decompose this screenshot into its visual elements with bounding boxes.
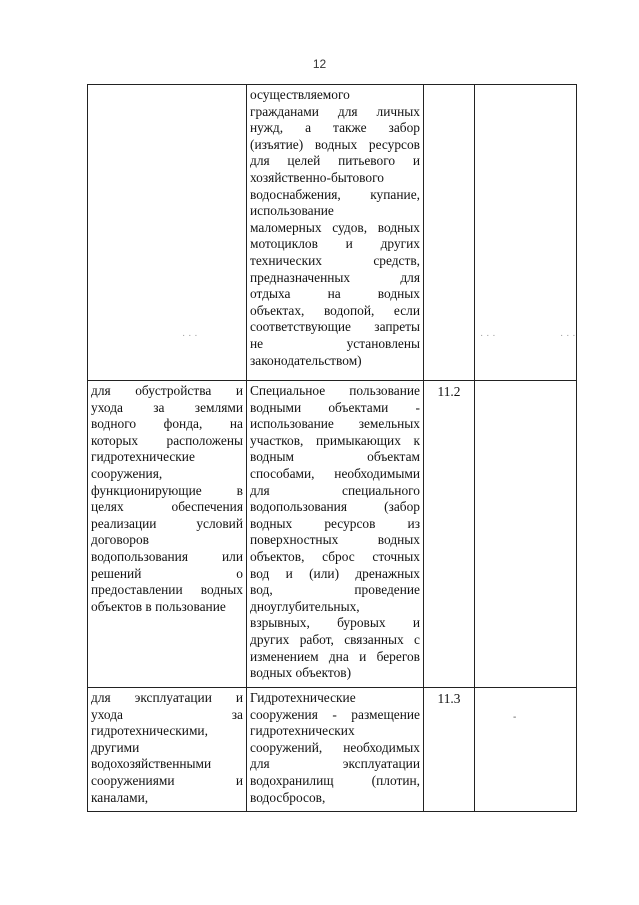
empty-cell bbox=[475, 688, 577, 812]
cell-text-line: дноуглубительных, bbox=[250, 598, 360, 614]
cell-text-line: для эксплуатации и bbox=[91, 690, 243, 705]
cell-text-line: гидротехнических bbox=[250, 723, 355, 739]
cell-text-line: маломерных судов, водных bbox=[250, 219, 420, 235]
cell-text-line: предоставлении водных bbox=[91, 582, 243, 598]
cell-text-line: для целей питьевого и bbox=[250, 153, 420, 169]
cell-text-line: хозяйственно-бытового bbox=[250, 169, 384, 185]
cell-text-line: осуществляемого bbox=[250, 87, 350, 102]
cell-text-line: сооружения, bbox=[91, 465, 163, 481]
description-cell bbox=[247, 381, 424, 688]
cell-text-line: функционирующие в bbox=[91, 482, 243, 498]
cell-text-line: для специального bbox=[250, 482, 420, 498]
cell-text-line: законодательством) bbox=[250, 352, 362, 368]
cell-text-line: ухода за землями bbox=[91, 399, 243, 415]
cell-text-line: соответствующие запреты bbox=[250, 319, 420, 335]
cell-text-line: мотоциклов и других bbox=[250, 236, 420, 252]
cell-text-line: поверхностных водных bbox=[250, 532, 420, 548]
cell-text-line: каналами, bbox=[91, 789, 149, 805]
cell-text-line: других работ, связанных с bbox=[250, 631, 420, 647]
cell-text-line: водопользования или bbox=[91, 548, 243, 564]
purpose-cell bbox=[88, 85, 247, 381]
cell-text-line: водными объектами - bbox=[250, 399, 420, 415]
scan-speck: - bbox=[513, 712, 517, 723]
table-row bbox=[88, 688, 577, 812]
cell-text-line: сооружений, необходимых bbox=[250, 739, 420, 755]
scan-speck: · · · bbox=[480, 330, 496, 341]
cell-text-line: решений о bbox=[91, 565, 243, 581]
cell-text-line: вод и (или) дренажных bbox=[250, 565, 420, 581]
scan-speck: · · · bbox=[560, 330, 576, 341]
cell-text-line: использование земельных bbox=[250, 416, 420, 432]
cell-text-line: водных объектов) bbox=[250, 665, 352, 681]
cell-text-line: предназначенных для bbox=[250, 269, 420, 285]
cell-text-line: объектах, водопой, если bbox=[250, 302, 420, 318]
cell-text-line: ухода за bbox=[91, 706, 243, 722]
cell-text-line: технических средств, bbox=[250, 252, 420, 268]
cell-text-line: водных ресурсов из bbox=[250, 515, 420, 531]
cell-text-line: объектов, сброс сточных bbox=[250, 548, 420, 564]
code-cell: 11.2 bbox=[424, 381, 475, 688]
cell-text-line: договоров bbox=[91, 532, 150, 548]
cell-text-line: целях обеспечения bbox=[91, 499, 243, 515]
description-cell bbox=[247, 688, 424, 812]
scan-speck: · · · bbox=[182, 330, 198, 341]
cell-text-line: водосбросов, bbox=[250, 789, 326, 805]
cell-text-line: участков, примыкающих к bbox=[250, 432, 420, 448]
cell-text-line: гидротехническими, bbox=[91, 723, 208, 739]
cell-text-line: водохранилищ (плотин, bbox=[250, 772, 420, 788]
empty-cell bbox=[475, 381, 577, 688]
table-body bbox=[88, 85, 577, 812]
code-cell bbox=[424, 85, 475, 381]
cell-text-line: для обустройства и bbox=[91, 383, 243, 398]
cell-text-line: сооружения - размещение bbox=[250, 706, 420, 722]
cell-text-line: водного фонда, на bbox=[91, 416, 243, 432]
table-row bbox=[88, 85, 577, 381]
cell-text-line: нужд, а также забор bbox=[250, 120, 420, 136]
cell-text-line: для эксплуатации bbox=[250, 756, 420, 772]
cell-text-line: взрывных, буровых и bbox=[250, 615, 420, 631]
description-cell bbox=[247, 85, 424, 381]
cell-text-line: гидротехнические bbox=[91, 449, 195, 465]
cell-text-line: гражданами для личных bbox=[250, 103, 420, 119]
code-cell: 11.3 bbox=[424, 688, 475, 812]
cell-text-line: (изъятие) водных ресурсов bbox=[250, 136, 420, 152]
cell-text-line: сооружениями и bbox=[91, 772, 243, 788]
cell-text-line: объектов в пользование bbox=[91, 598, 226, 614]
purpose-cell bbox=[88, 688, 247, 812]
cell-text-line: водопользования (забор bbox=[250, 499, 420, 515]
cell-text-line: способами, необходимыми bbox=[250, 465, 420, 481]
page-number: 12 bbox=[312, 57, 327, 71]
cell-text-line: изменением дна и берегов bbox=[250, 648, 420, 664]
purpose-cell bbox=[88, 381, 247, 688]
cell-text-line: водоснабжения, купание, bbox=[250, 186, 420, 202]
cell-text-line: Специальное пользование bbox=[250, 383, 420, 398]
cell-text-line: водным объектам bbox=[250, 449, 420, 465]
cell-text-line: вод, проведение bbox=[250, 582, 420, 598]
cell-text-line: не установлены bbox=[250, 335, 420, 351]
cell-text-line: реализации условий bbox=[91, 515, 243, 531]
table-row bbox=[88, 381, 577, 688]
land-use-table bbox=[87, 84, 577, 812]
cell-text-line: водохозяйственными bbox=[91, 756, 212, 772]
cell-text-line: которых расположены bbox=[91, 432, 243, 448]
cell-text-line: другими bbox=[91, 739, 140, 755]
cell-text-line: использование bbox=[250, 203, 334, 219]
cell-text-line: Гидротехнические bbox=[250, 690, 356, 705]
cell-text-line: отдыха на водных bbox=[250, 286, 420, 302]
